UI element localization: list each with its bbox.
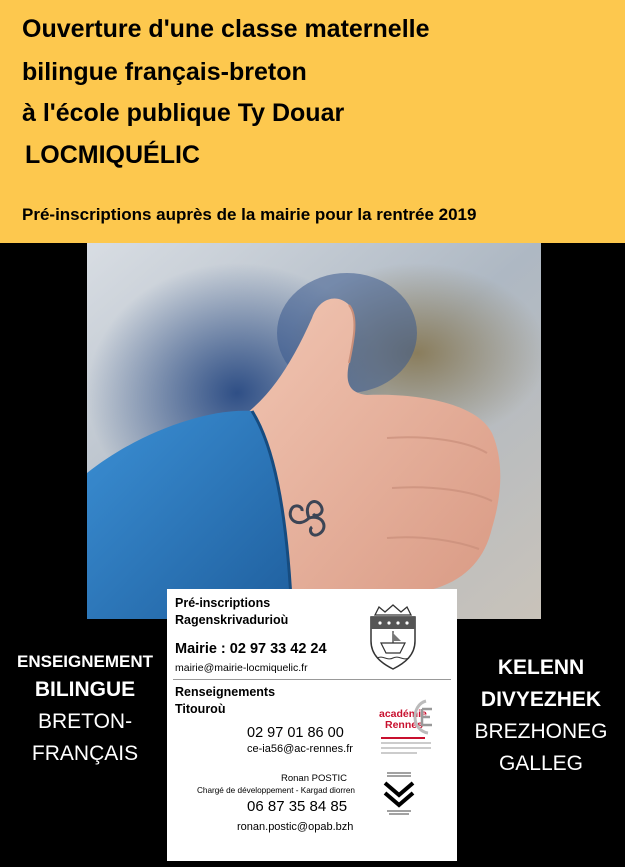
left-line-2: BILINGUE [34,678,136,701]
thumbs-up-illustration [87,243,541,619]
left-line-4: FRANÇAIS [31,742,139,765]
left-line-1: ENSEIGNEMENT [16,652,154,671]
title-line-2: bilingue français-breton [22,58,307,86]
title-line-4: LOCMIQUÉLIC [25,141,200,169]
academy-email[interactable]: ce-ia56@ac-rennes.fr [247,743,353,755]
locmiquelic-coat-of-arms-icon [365,603,421,671]
card-divider [173,679,451,680]
right-side-text [457,652,625,780]
contact-role: Chargé de développement - Kargad diorren [197,786,355,795]
contact-card [167,589,457,861]
academy-logo-text-1: académie [379,708,427,720]
title-line-3: à l'école publique Ty Douar [22,99,345,127]
left-line-3: BRETON- [37,710,133,733]
right-line-3: BREZHONEG [474,720,608,743]
academie-rennes-logo-icon [379,699,439,763]
mairie-phone: Mairie : 02 97 33 42 24 [175,641,327,657]
mairie-email[interactable]: mairie@mairie-locmiquelic.fr [175,662,308,674]
title-line-1: Ouverture d'une classe maternelle [22,15,430,43]
header-banner [0,0,625,243]
contact-name: Ronan POSTIC [281,773,347,784]
academy-logo-text-2: Rennes [385,719,423,731]
left-side-text [0,650,170,770]
right-line-2: DIVYEZHEK [480,688,602,711]
preinscriptions-label-breton: Ragenskrivadurioù [175,613,289,627]
renseignements-label: Renseignements [175,685,276,699]
contact-email[interactable]: ronan.postic@opab.bzh [237,821,354,833]
academy-e-mark-icon [413,699,439,735]
renseignements-label-breton: Titouroù [175,702,226,716]
preinscriptions-label: Pré-inscriptions [175,596,271,610]
thumbs-up-photo [87,243,541,619]
academy-logo-rule [381,737,425,739]
subtitle: Pré-inscriptions auprès de la mairie pour la rentrée 2019 [22,205,477,224]
opab-logo-icon [379,769,419,819]
contact-phone: 06 87 35 84 85 [247,798,348,815]
academy-phone: 02 97 01 86 00 [247,725,344,741]
right-line-1: KELENN [497,656,585,679]
right-line-4: GALLEG [498,752,584,775]
